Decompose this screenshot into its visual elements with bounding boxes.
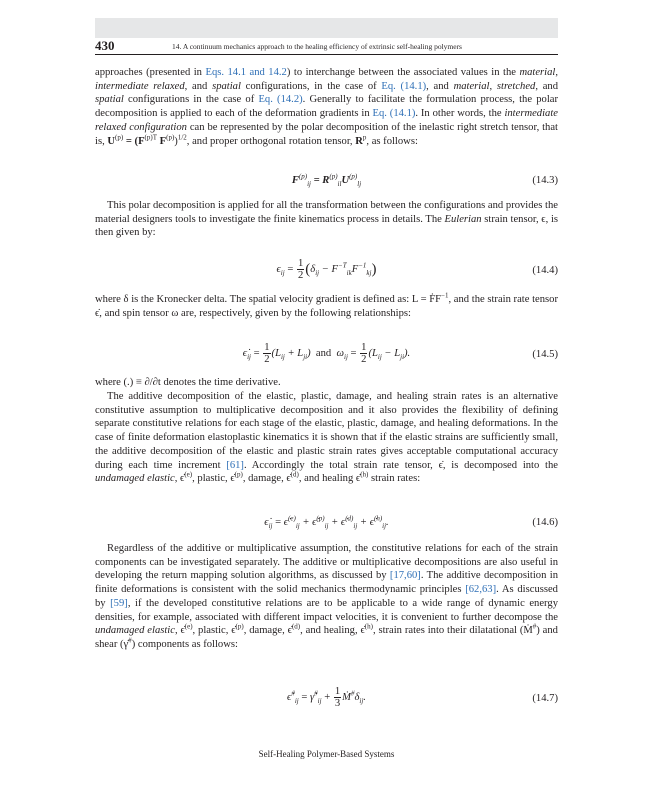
footer-book-title: Self-Healing Polymer-Based Systems [258, 749, 395, 759]
equation-14-6-math: $\epsiloṅ_{ij}$ = ϵ̇$^{(e)}_{ij}$ + ϵ̇$^{(p)}_{ij}$ + ϵ̇$^{(d)}_{ij}$ + ϵ̇$^{(h)}_{ij}$. [264, 514, 389, 531]
paragraph-constitutive-relations: Regardless of the additive or multiplicative assumption, the constitutive relations for each of the strain components can be investigated separately. The additive or multiplicative decompositions are also useful in developing the return mapping solution algorithms, as discussed by [17,60]. The additive decomposition in finite deformations is consistent with the solid mechanics thermodynamic principles [62,63]. As discussed by [59], if the developed constitutive relations are to be applicable to a wide range of dynamic energy densities, for example, associated with different impact velocities, it is convenient to further decompose the undamaged elastic, ϵ̇$^{(e)}$, plastic, ϵ̇$^{(p)}$, damage, ϵ̇$^{(d)}$, and healing, ϵ̇$^{(h)}$, strain rates into their dilatational (Ṁ#) and shear (γ̇#) components as follows: [95, 543, 559, 650]
equation-14-4-math: $\epsilon_{ij}$ = $\frac{1}{2}$ $(\delta_{ij} - F^{-T}_{ik}F^{-1}_{kj})$ [276, 258, 377, 281]
equation-14-5-math: $\epsiloṅ_{ij}$ = $\frac{1}{2}$ $(L_{ij} + L_{ji})$ and $\omega_{ij}$ = $\frac{1}{2}$ $(L_{ij} - L_{ji})$. [242, 342, 411, 365]
equation-number: (14.3) [532, 175, 558, 186]
equation-14-3-math: $F^{(p)}_{ij} = R^{(p)}_{il}U^{(p)}_{lj}$ [291, 172, 362, 189]
header-rule [95, 54, 558, 55]
equation-14-7-math: $\epsiloṅ^{\#}_{ij}$ = $\gammȧ^{\#}_{ij}$ + $\frac{1}{3}$ $Ṁ^{\#}\delta_{ij}$. [287, 686, 366, 709]
fraction: $\frac{1}{2}$ [361, 342, 367, 365]
citation-62-63[interactable]: [62,63] [465, 584, 497, 596]
running-title: 14. A continuum mechanics approach to the healing efficiency of extrinsic self-healing polymers [172, 42, 462, 51]
paragraph-eulerian: This polar decomposition is applied for all the transformation between the configurations and provides the material designers tools to investigate the finite kinematics process in details. The Eulerian strain tensor, ϵ, is then given by: [95, 200, 559, 239]
paragraph-velocity-gradient: where δ is the Kronecker delta. The spatial velocity gradient is defined as: L = ḞF$^{-1}$, and the strain rate tensor ϵ̇, and spin tensor ω are, respectively, given by the following relationships: [95, 291, 558, 319]
citation-17-60[interactable]: [17,60] [389, 570, 421, 582]
equation-number: (14.7) [532, 693, 558, 704]
paragraph-time-derivative: where (.) ≡ ∂/∂t denotes the time derivative. [95, 377, 281, 388]
link-eq-14-1-b[interactable]: Eq. (14.1) [372, 108, 416, 120]
paragraph-polar-intro: approaches (presented in Eqs. 14.1 and 14.2) to interchange between the associated values in the material, intermediate relaxed, and spatial configurations, in the case of Eq. (14.1), and material, stretched, and spatial configurations in the case of Eq. (14.2). Generally to facilitate the formulation process, the polar decomposition is applied to each of the deformation gradients in Eq. (14.1). In other words, the intermediate relaxed configuration can be represented by the polar decomposition of the inelastic right stretch tensor, that is, $U^{(p)} = (F^{(p)T}$ $F^{(p)})^{1/2}$, and proper orthogonal rotation tensor, $R^p$, as follows: [95, 67, 559, 147]
equation-14-4 [95, 258, 558, 284]
page-number: 430 [95, 38, 115, 53]
paragraph-additive-decomposition: The additive decomposition of the elastic, plastic, damage, and healing strain rates is an alternative constitutive assumption to multiplicative decomposition and it also provides the flexibility of defining separate constitutive relations for each stage of the elastic, plastic, damage, and healing deformations. In the case of finite deformation elastoplastic kinematics it is shown that if the elastic strains are sufficiently small, the additive decomposition of the elastic and plastic strain rates gives acceptable computational accuracy during each time increment [61]. Accordingly the total strain rate tensor, ϵ̇, is decomposed into the undamaged elastic, ϵ̇$^{(e)}$, plastic, ϵ̇$^{(p)}$, damage, ϵ̇$^{(d)}$, and healing ϵ̇$^{(h)}$ strain rates: [95, 391, 559, 485]
link-eq-14-1[interactable]: Eq. (14.1) [381, 80, 427, 92]
fraction: $\frac{1}{3}$ [334, 686, 341, 709]
fraction: $\frac{1}{2}$ [264, 342, 270, 365]
fraction: $\frac{1}{2}$ [297, 258, 304, 281]
link-eq-14-2[interactable]: Eq. (14.2) [258, 94, 303, 106]
header-band [95, 18, 558, 38]
equation-number: (14.5) [532, 349, 558, 360]
link-eqs-14-1-14-2[interactable]: Eqs. 14.1 and 14.2 [205, 67, 287, 78]
equation-14-5 [95, 342, 558, 368]
citation-59[interactable]: [59] [110, 597, 128, 609]
equation-number: (14.4) [532, 265, 558, 276]
equation-number: (14.6) [532, 517, 558, 528]
citation-61[interactable]: [61] [226, 459, 244, 471]
equation-14-7 [95, 686, 558, 712]
